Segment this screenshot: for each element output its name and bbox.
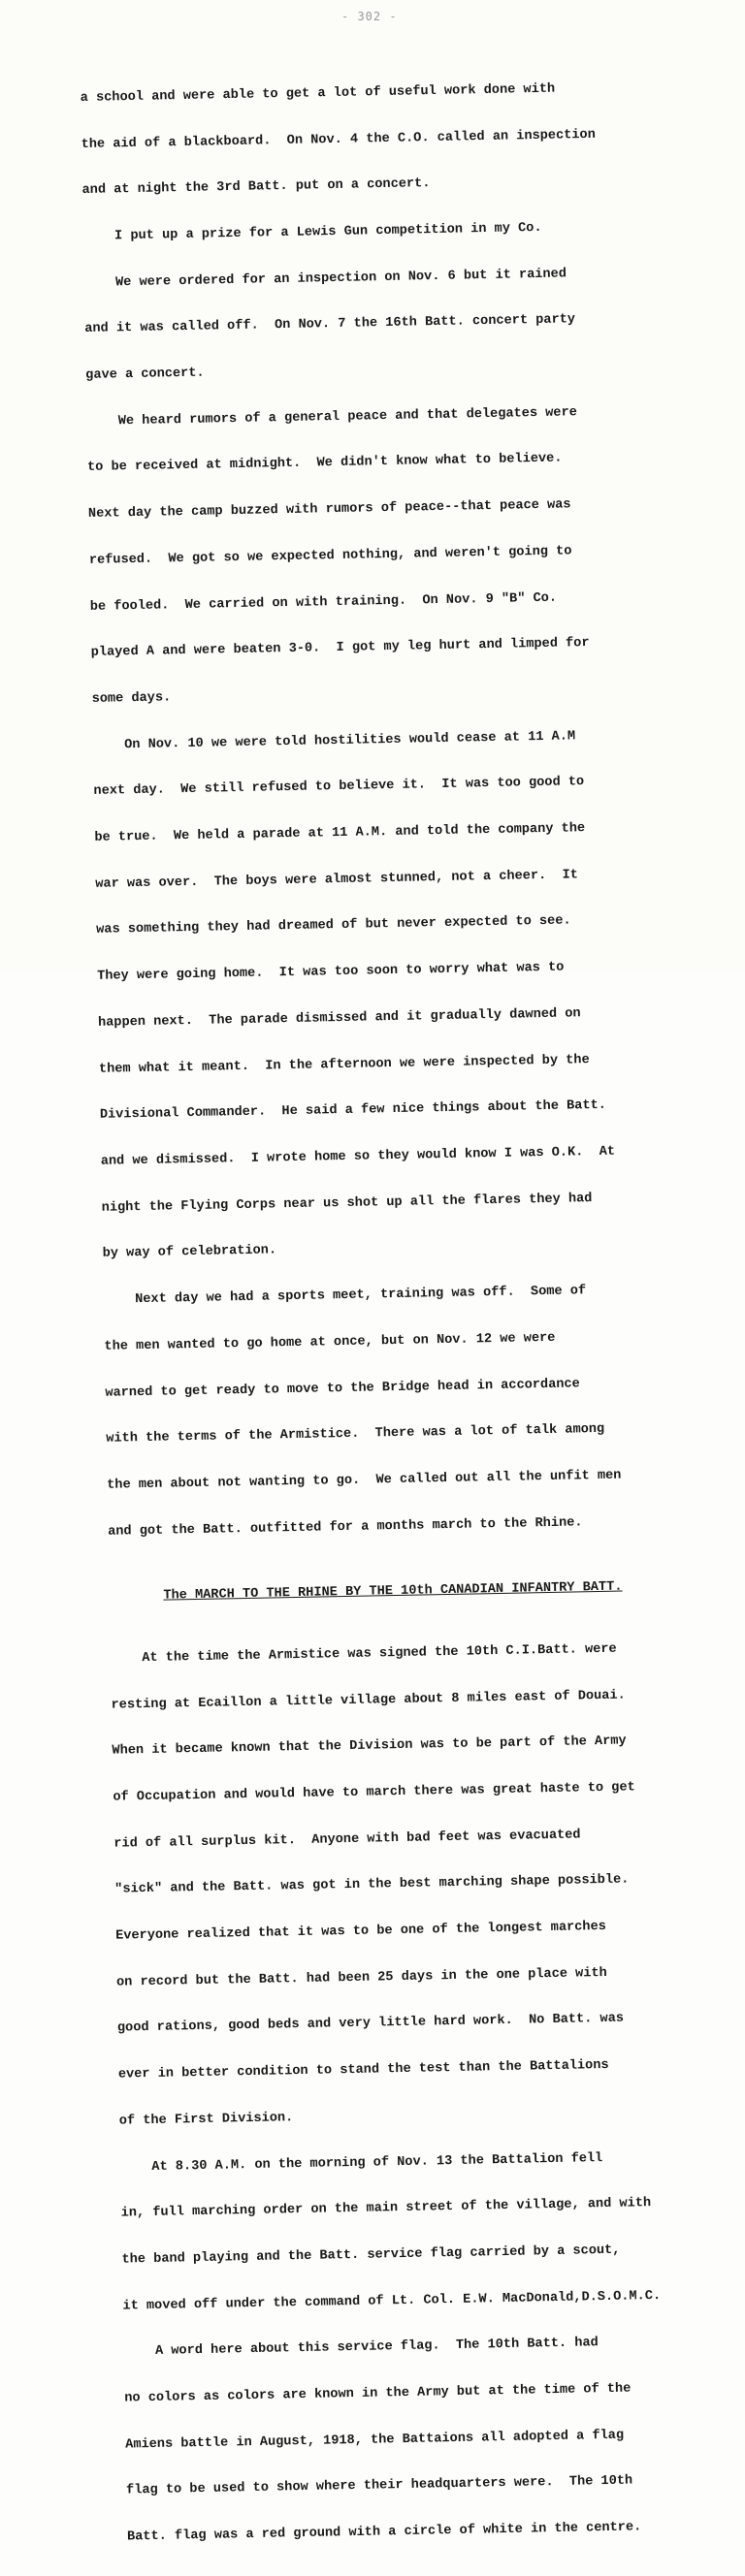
text-line: was something they had dreamed of but never expected to see. xyxy=(96,913,571,938)
text-line: of Occupation and would have to march there was great haste to get xyxy=(113,1780,635,1805)
text-line: At 8.30 A.M. on the morning of Nov. 13 the Battalion fell xyxy=(119,2150,603,2176)
text-line: "sick" and the Batt. was got in the best marching shape possible. xyxy=(114,1872,630,1897)
text-line: war was over. The boys were almost stunned, not a cheer. It xyxy=(95,868,579,892)
text-line: no colors as colors are known in the Army but at the time of the xyxy=(124,2381,632,2406)
text-line: Next day we had a sports meet, training was off. Some of xyxy=(103,1284,587,1308)
text-line: and it was called off. On Nov. 7 the 16th Batt. concert party xyxy=(84,312,576,337)
text-line: rid of all surplus kit. Anyone with bad feet was evacuated xyxy=(113,1828,581,1852)
text-line: a school and were able to get a lot of useful work done with xyxy=(80,81,556,106)
text-line: good rations, good beds and very little hard work. No Batt. was xyxy=(116,2012,625,2037)
text-line: night the Flying Corps near us shot up all the flares they had xyxy=(101,1191,593,1216)
text-line: the band playing and the Batt. service flag carried by a scout, xyxy=(121,2242,621,2268)
text-line: by way of celebration. xyxy=(102,1243,277,1262)
text-line: be fooled. We carried on with training. On Nov. 9 "B" Co. xyxy=(89,590,558,615)
text-line: We heard rumors of a general peace and that delegates were xyxy=(86,404,577,429)
text-line: flag to be used to show where their headquarters were. The 10th xyxy=(126,2474,633,2499)
text-line: next day. We still refused to believe it. It was too good to xyxy=(93,775,585,800)
page-number: - 302 - xyxy=(341,10,398,23)
text-line: it moved off under the command of Lt. Col. E.W. MacDonald,D.S.O.M.C. xyxy=(122,2288,662,2314)
text-line: with the terms of the Armistice. There was a lot of talk among xyxy=(106,1422,605,1447)
text-line: on record but the Batt. had been 25 days in the one place with xyxy=(115,1965,607,1990)
text-line: Everyone realized that it was to be one of the longest marches xyxy=(115,1919,606,1944)
text-line: We were ordered for an inspection on Nov. 6 but it rained xyxy=(83,267,567,291)
text-line: Batt. flag was a red ground with a circle of white in the centre. xyxy=(126,2520,642,2545)
typed-body-text xyxy=(80,48,729,2576)
text-line: gave a concert. xyxy=(85,366,205,383)
section-heading: The MARCH TO THE RHINE BY THE 10th CANADIAN INFANTRY BATT. xyxy=(163,1579,623,1604)
text-line: Next day the camp buzzed with rumors of peace--that peace was xyxy=(87,497,571,523)
text-line: resting at Ecaillon a little village about 8 miles east of Douai. xyxy=(111,1688,626,1713)
text-line: refused. We got so we expected nothing, and weren't going to xyxy=(88,544,572,568)
text-line: When it became known that the Division was to be part of the Army xyxy=(112,1733,627,1759)
text-line: and we dismissed. I wrote home so they would know I was O.K. At xyxy=(100,1144,616,1169)
text-line: On Nov. 10 we were told hostilities would cease at 11 A.M xyxy=(92,728,576,753)
text-line: Divisional Commander. He said a few nice things about the Batt. xyxy=(99,1098,607,1124)
text-line: some days. xyxy=(91,690,172,707)
text-line: I put up a prize for a Lewis Gun competition in my Co. xyxy=(82,220,542,244)
text-line: the aid of a blackboard. On Nov. 4 the C.O. called an inspection xyxy=(81,127,596,152)
text-line: A word here about this service flag. The 10th Batt. had xyxy=(123,2336,599,2360)
text-line: of the First Division. xyxy=(118,2111,294,2129)
text-line: and got the Batt. outfitted for a months march to the Rhine. xyxy=(107,1514,583,1540)
text-line: They were going home. It was too soon to worry what was to xyxy=(97,960,565,984)
text-line: them what it meant. In the afternoon we were inspected by the xyxy=(98,1052,590,1077)
text-line: happen next. The parade dismissed and it gradually dawned on xyxy=(97,1006,581,1031)
text-line: the men about not wanting to go. We called out all the unfit men xyxy=(107,1468,622,1493)
text-line: played A and were beaten 3-0. I got my leg hurt and limped for xyxy=(90,636,590,661)
text-line: At the time the Armistice was signed the 10th C.I.Batt. were xyxy=(110,1641,617,1667)
text-line: to be received at midnight. We didn't know what to believe. xyxy=(86,451,563,476)
text-line: warned to get ready to move to the Bridge head in accordance xyxy=(105,1376,580,1401)
text-line: be true. We held a parade at 11 A.M. and told the company the xyxy=(94,821,586,845)
text-line: and at night the 3rd Batt. put on a concert. xyxy=(81,176,431,199)
text-line: ever in better condition to stand the test than the Battalions xyxy=(117,2058,609,2083)
text-line: the men wanted to go home at once, but on Nov. 12 we were xyxy=(104,1330,556,1354)
text-line: in, full marching order on the main street of the village, and with xyxy=(120,2196,652,2221)
text-line: Amiens battle in August, 1918, the Battaions all adopted a flag xyxy=(125,2428,625,2453)
